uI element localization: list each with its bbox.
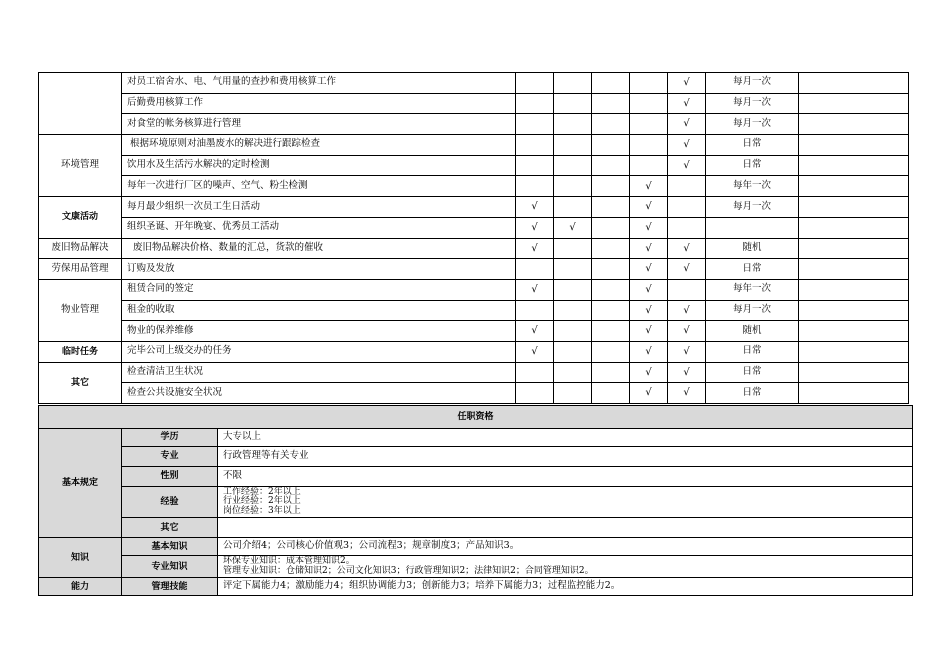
duty-frequency: 每年一次 [706,176,799,197]
experience-line: 行业经验：2年以上 [223,496,301,507]
duty-frequency: 每月一次 [706,300,799,321]
duty-check-cell: √ [630,300,668,321]
duty-check-cell [554,155,592,176]
duty-task: 对食堂的帐务核算进行管理 [122,114,516,135]
duty-check-cell [554,93,592,114]
duty-task: 检查清洁卫生状况 [122,362,516,383]
duty-check-cell: √ [668,73,706,94]
education-label: 学历 [122,429,218,447]
experience-label: 经验 [122,487,218,518]
basic-requirements-label: 基本规定 [39,429,122,538]
duty-row [39,73,909,94]
duty-check-cell [554,73,592,94]
duty-task: 对员工宿舍水、电、气用量的查抄和费用核算工作 [122,73,516,94]
duty-extra-cell [799,93,909,114]
duty-check-cell [516,176,554,197]
experience-value [218,487,913,518]
duty-check-cell [554,279,592,300]
duty-task: 每月最少组织一次员工生日活动 [122,197,516,218]
duty-check-cell [516,300,554,321]
duty-check-cell: √ [630,383,668,404]
ability-label: 能力 [39,578,122,596]
duty-check-cell [592,217,630,238]
duty-check-cell: √ [630,341,668,362]
duty-check-cell: √ [668,238,706,259]
duty-extra-cell [799,155,909,176]
duty-task: 废旧物品解决价格、数量的汇总，货款的催收 [122,238,516,259]
duty-check-cell [592,300,630,321]
education-value: 大专以上 [218,429,913,447]
duty-frequency [706,217,799,238]
duty-check-cell [668,217,706,238]
pro-knowledge-value [218,556,913,578]
duty-extra-cell [799,114,909,135]
duty-frequency: 日常 [706,362,799,383]
duty-check-cell [554,176,592,197]
duty-check-cell [554,383,592,404]
other-value [218,518,913,538]
duty-check-cell: √ [630,197,668,218]
duty-row [39,238,909,259]
duty-task: 订购及发放 [122,259,516,280]
duty-check-cell: √ [516,197,554,218]
duty-extra-cell [799,321,909,342]
duty-check-cell: √ [516,217,554,238]
duty-extra-cell [799,176,909,197]
duty-check-cell: √ [516,321,554,342]
duty-frequency: 每月一次 [706,114,799,135]
duty-check-cell [592,383,630,404]
duty-check-cell [516,383,554,404]
duty-check-cell: √ [516,341,554,362]
duty-extra-cell [799,197,909,218]
duty-check-cell: √ [554,217,592,238]
duty-row [39,93,909,114]
duty-check-cell [592,93,630,114]
duty-check-cell: √ [668,259,706,280]
gender-value: 不限 [218,467,913,487]
duty-frequency: 日常 [706,259,799,280]
duty-category: 物业管理 [39,279,122,341]
pro-knowledge-line: 环保专业知识：成本管理知识2。 [223,556,355,567]
duty-frequency: 每月一次 [706,93,799,114]
duty-frequency: 随机 [706,238,799,259]
duty-check-cell [668,197,706,218]
duty-check-cell: √ [668,321,706,342]
duty-check-cell [554,114,592,135]
duty-task: 组织圣诞、开年晚宴、优秀员工活动 [122,217,516,238]
duty-check-cell: √ [630,238,668,259]
qualification-title: 任职资格 [39,406,913,429]
duty-check-cell: √ [630,321,668,342]
duty-check-cell [554,300,592,321]
duty-check-cell [630,73,668,94]
duty-task: 物业的保养维修 [122,321,516,342]
duty-task: 完毕公司上级交办的任务 [122,341,516,362]
experience-line: 岗位经验：3年以上 [223,505,301,516]
duty-task: 饮用水及生活污水解决的定时检测 [122,155,516,176]
management-skill-value: 评定下属能力4；激励能力4；组织协调能力3；创新能力3；培养下属能力3；过程监控能力2。 [218,578,913,596]
duty-table-body [39,73,909,404]
duty-check-cell: √ [630,362,668,383]
duty-extra-cell [799,259,909,280]
duty-extra-cell [799,279,909,300]
duty-check-cell [516,259,554,280]
duty-frequency: 每月一次 [706,73,799,94]
duty-category [39,73,122,135]
duty-check-cell [592,279,630,300]
duty-check-cell [668,279,706,300]
duty-check-cell [630,135,668,156]
duty-row [39,155,909,176]
duty-check-cell: √ [668,383,706,404]
duty-row [39,362,909,383]
duty-extra-cell [799,135,909,156]
duty-check-cell [516,93,554,114]
major-label: 专业 [122,447,218,467]
duty-check-cell [592,155,630,176]
duty-extra-cell [799,238,909,259]
duty-check-cell: √ [668,300,706,321]
duty-frequency: 日常 [706,155,799,176]
duty-check-cell [592,197,630,218]
duty-check-cell [592,176,630,197]
duty-check-cell [630,155,668,176]
duty-check-cell [668,176,706,197]
pro-knowledge-line: 管理专业知识：仓储知识2；公司文化知识3；行政管理知识2；法律知识2；合同管理知识2。 [223,565,594,576]
pro-knowledge-label: 专业知识 [122,556,218,578]
duty-row [39,135,909,156]
duty-check-cell [630,114,668,135]
duty-check-cell [516,135,554,156]
basic-knowledge-label: 基本知识 [122,538,218,556]
duty-frequency: 随机 [706,321,799,342]
experience-line: 工作经验：2年以上 [223,487,301,497]
duty-row [39,259,909,280]
duty-row [39,279,909,300]
duty-category: 其它 [39,362,122,403]
duty-row [39,341,909,362]
basic-knowledge-value: 公司介绍4；公司核心价值观3；公司流程3；规章制度3；产品知识3。 [218,538,913,556]
duty-check-cell [516,155,554,176]
duty-row [39,300,909,321]
duty-check-cell: √ [668,362,706,383]
duty-frequency: 日常 [706,383,799,404]
duty-row [39,321,909,342]
duty-check-cell [592,362,630,383]
duty-extra-cell [799,300,909,321]
duty-frequency: 日常 [706,135,799,156]
duty-check-cell [554,321,592,342]
duty-row [39,197,909,218]
duty-category: 劳保用品管理 [39,259,122,280]
duty-check-cell [592,114,630,135]
duty-extra-cell [799,217,909,238]
duty-row [39,176,909,197]
duty-check-cell [516,362,554,383]
duty-category: 废旧物品解决 [39,238,122,259]
duty-task: 租金的收取 [122,300,516,321]
duty-check-cell: √ [668,135,706,156]
duty-check-cell: √ [516,279,554,300]
duty-check-cell [516,73,554,94]
duty-check-cell [554,197,592,218]
duty-check-cell: √ [630,259,668,280]
duty-row [39,114,909,135]
duty-extra-cell [799,362,909,383]
qualification-table [38,405,913,596]
duty-check-cell [630,93,668,114]
duty-task: 后勤费用核算工作 [122,93,516,114]
duty-check-cell [554,238,592,259]
duty-check-cell [592,321,630,342]
duty-category: 临时任务 [39,341,122,362]
duty-task: 检查公共设施安全状况 [122,383,516,404]
duty-extra-cell [799,383,909,404]
management-skill-label: 管理技能 [122,578,218,596]
duty-check-cell [554,362,592,383]
duty-check-cell [554,341,592,362]
duty-extra-cell [799,73,909,94]
duty-extra-cell [799,341,909,362]
duty-check-cell [592,238,630,259]
gender-label: 性别 [122,467,218,487]
duty-check-cell: √ [516,238,554,259]
duty-check-cell: √ [668,341,706,362]
duty-frequency: 每年一次 [706,279,799,300]
duty-check-cell: √ [668,93,706,114]
duty-check-cell [516,114,554,135]
duty-task: 根据环境原则对油墨废水的解决进行跟踪检查 [122,135,516,156]
duty-check-cell [592,73,630,94]
duty-check-cell [592,341,630,362]
duty-category: 环境管理 [39,135,122,197]
duty-check-cell [554,259,592,280]
duty-check-cell: √ [668,114,706,135]
duty-row [39,383,909,404]
duty-row [39,217,909,238]
duty-check-cell: √ [630,176,668,197]
duty-table [38,72,909,404]
duty-check-cell: √ [630,279,668,300]
major-value: 行政管理等有关专业 [218,447,913,467]
duty-check-cell: √ [668,155,706,176]
knowledge-label: 知识 [39,538,122,578]
other-label: 其它 [122,518,218,538]
duty-check-cell [592,259,630,280]
duty-frequency: 每月一次 [706,197,799,218]
duty-frequency: 日常 [706,341,799,362]
duty-category: 文康活动 [39,197,122,238]
duty-check-cell [592,135,630,156]
duty-task: 租赁合同的签定 [122,279,516,300]
duty-task: 每年一次进行厂区的噪声、空气、粉尘检测 [122,176,516,197]
duty-check-cell [554,135,592,156]
duty-check-cell: √ [630,217,668,238]
